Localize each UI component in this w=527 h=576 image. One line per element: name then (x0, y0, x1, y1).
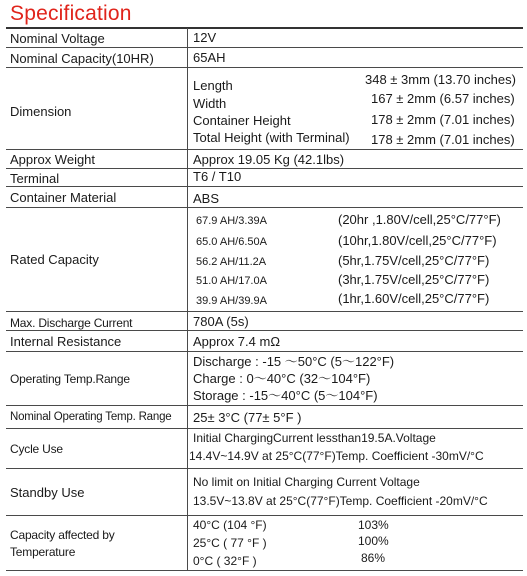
rated-capacity-value: 56.2 AH/11.2A (196, 256, 267, 268)
dimension-total-height-name: Total Height (with Terminal) (193, 130, 350, 145)
rated-capacity-value: 51.0 AH/17.0A (196, 275, 267, 287)
nominal-operating-temp-label: Nominal Operating Temp. Range (10, 411, 172, 423)
nominal-voltage-label: Nominal Voltage (10, 31, 105, 46)
operating-temp-discharge: Discharge : -15 ～50°C (5～122°F) (193, 354, 395, 369)
internal-resistance-value: Approx 7.4 mΩ (193, 334, 281, 349)
dimension-container-height-value: 178 ± 2mm (7.01 inches) (371, 112, 515, 127)
rated-capacity-value: 39.9 AH/39.9A (196, 295, 267, 307)
rated-capacity-condition: (3hr,1.75V/cell,25°C/77°F) (338, 272, 490, 287)
approx-weight-label: Approx Weight (10, 152, 96, 167)
rated-capacity-condition: (1hr,1.60V/cell,25°C/77°F) (338, 291, 490, 306)
row-divider (6, 515, 523, 516)
table-top-border (6, 27, 523, 29)
capacity-temp-item: 40°C (104 °F) (193, 518, 267, 532)
dimension-width-value: 167 ± 2mm (6.57 inches) (371, 91, 515, 106)
capacity-temp-percent: 100% (358, 534, 389, 548)
row-divider (6, 351, 523, 352)
max-discharge-value: 780A (5s) (193, 314, 249, 329)
row-divider (6, 207, 523, 208)
capacity-temp-item: 0°C ( 32°F ) (193, 554, 257, 568)
rated-capacity-label: Rated Capacity (10, 252, 99, 267)
row-divider (6, 149, 523, 150)
cycle-use-label: Cycle Use (10, 442, 63, 456)
internal-resistance-label: Internal Resistance (10, 334, 122, 349)
cycle-use-line: 14.4V~14.9V at 25°C(77°F)Temp. Coefficient -30mV/°C (189, 449, 484, 463)
standby-use-line: No limit on Initial Charging Current Voltage (193, 475, 420, 489)
container-material-value: ABS (193, 191, 220, 206)
table-bottom-border (6, 570, 523, 571)
container-material-label: Container Material (10, 190, 117, 205)
standby-use-line: 13.5V~13.8V at 25°C(77°F)Temp. Coefficient -20mV/°C (193, 494, 488, 508)
operating-temp-label: Operating Temp.Range (10, 372, 130, 386)
dimension-length-value: 348 ± 3mm (13.70 inches) (365, 72, 516, 87)
rated-capacity-condition: (10hr,1.80V/cell,25°C/77°F) (338, 233, 497, 248)
page-title: Specification (10, 2, 132, 25)
dimension-container-height-name: Container Height (193, 113, 291, 128)
capacity-temperature-label: Temperature (10, 545, 76, 559)
operating-temp-charge: Charge : 0～40°C (32～104°F) (193, 371, 371, 386)
row-divider (6, 428, 523, 429)
standby-use-label: Standby Use (10, 485, 85, 500)
nominal-capacity-value: 65AH (193, 50, 226, 65)
dimension-length-name: Length (193, 78, 233, 93)
rated-capacity-value: 67.9 AH/3.39A (196, 215, 267, 227)
nominal-capacity-label: Nominal Capacity(10HR) (10, 51, 154, 66)
rated-capacity-condition: (5hr,1.75V/cell,25°C/77°F) (338, 253, 490, 268)
terminal-label: Terminal (10, 171, 60, 186)
row-divider (6, 186, 523, 187)
row-divider (6, 468, 523, 469)
dimension-total-height-value: 178 ± 2mm (7.01 inches) (371, 132, 515, 147)
row-divider (6, 47, 523, 48)
row-divider (6, 405, 523, 406)
row-divider (6, 168, 523, 169)
nominal-voltage-value: 12V (193, 30, 217, 45)
column-divider (187, 28, 188, 571)
operating-temp-storage: Storage : -15～40°C (5～104°F) (193, 388, 378, 403)
max-discharge-label: Max. Discharge Current (10, 316, 133, 330)
nominal-operating-temp-value: 25± 3°C (77± 5°F ) (193, 410, 302, 425)
terminal-value: T6 / T10 (193, 169, 242, 184)
row-divider (6, 67, 523, 68)
rated-capacity-condition: (20hr ,1.80V/cell,25°C/77°F) (338, 212, 501, 227)
dimension-width-name: Width (193, 96, 227, 111)
capacity-temperature-label: Capacity affected by (10, 528, 115, 542)
cycle-use-line: Initial ChargingCurrent lessthan19.5A.Voltage (193, 431, 436, 445)
capacity-temp-percent: 103% (358, 518, 389, 532)
dimension-label: Dimension (10, 104, 72, 119)
row-divider (6, 311, 523, 312)
approx-weight-value: Approx 19.05 Kg (42.1lbs) (193, 152, 345, 167)
rated-capacity-value: 65.0 AH/6.50A (196, 236, 267, 248)
capacity-temp-percent: 86% (361, 551, 386, 565)
capacity-temp-item: 25°C ( 77 °F ) (193, 536, 267, 550)
